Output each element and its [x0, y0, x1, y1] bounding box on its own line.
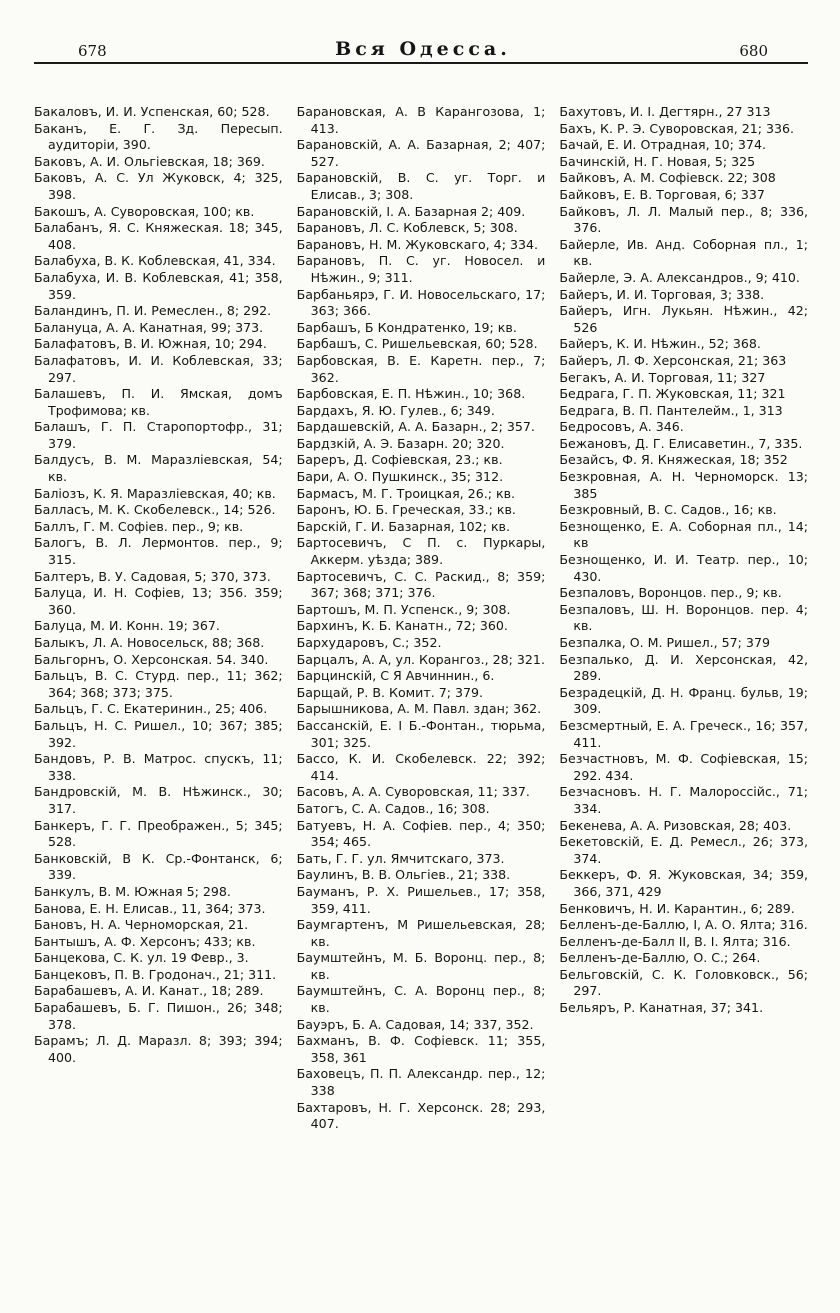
- directory-entry: Безрадецкiй, Д. Н. Франц. бульв, 19; 309.: [559, 684, 809, 717]
- directory-entry: Бардашевскiй, А. А. Базарн., 2; 357.: [296, 419, 535, 435]
- directory-entry: Басовъ, А. А. Суворовская, 11; 337.: [296, 784, 530, 800]
- directory-entry: Балабуха, И. В. Коблевская, 41; 358, 359.: [34, 269, 283, 302]
- directory-entry: Барцалъ, А. А, ул. Корангоз., 28; 321.: [296, 651, 545, 667]
- directory-entry: Бархинъ, К. Б. Канатн., 72; 360.: [296, 618, 508, 634]
- directory-entry: Байковъ, Л. Л. Малый пер., 8; 336, 376.: [559, 203, 809, 236]
- directory-entry: Безкровный, В. С. Садов., 16; кв.: [559, 502, 777, 518]
- directory-entry: Барышникова, А. М. Павл. здан; 362.: [296, 701, 542, 717]
- directory-entry: Батогъ, С. А. Садов., 16; 308.: [296, 800, 490, 816]
- directory-entry: Баулинъ, В. В. Ольгiев., 21; 338.: [296, 867, 511, 883]
- directory-entry: Бардзкiй, А. Э. Базарн. 20; 320.: [296, 435, 505, 451]
- directory-entry: Барбовская, В. Е. Каретн. пер., 7; 362.: [296, 352, 546, 385]
- directory-entry: Байеръ, К. И. Нѣжин., 52; 368.: [559, 336, 761, 352]
- directory-entry: Бальцъ, Н. С. Ришел., 10; 367; 385; 392.: [34, 717, 283, 750]
- directory-entry: Бари, А. О. Пушкинск., 35; 312.: [296, 469, 504, 485]
- directory-entry: Бедросовъ, А. 346.: [559, 419, 684, 435]
- directory-entry: Барцинскiй, С Я Авчиннин., 6.: [296, 668, 495, 684]
- directory-entry: Балыкъ, Л. А. Новосельск, 88; 368.: [34, 635, 265, 650]
- directory-entry: Балуца, И. Н. Софiев, 13; 356. 359; 360.: [34, 585, 283, 617]
- directory-entry: Бареръ, Д. Софiевская, 23.; кв.: [296, 452, 503, 468]
- left-page-number: 678: [78, 42, 107, 60]
- directory-entry: Баландинъ, П. И. Ремеслен., 8; 292.: [34, 303, 272, 319]
- directory-entry: Барабашевъ, А. И. Канат., 18; 289.: [34, 983, 264, 999]
- directory-entry: Бегакъ, А. И. Торговая, 11; 327: [559, 369, 766, 385]
- directory-entry: Бархударовъ, С.; 352.: [296, 635, 442, 650]
- column-3: [559, 104, 808, 1133]
- directory-entry: Бауэръ, Б. А. Садовая, 14; 337, 352.: [296, 1016, 534, 1032]
- directory-entry: Бекенева, А. А. Ризовская, 28; 403.: [559, 817, 792, 833]
- directory-entry: Барановъ, Л. С. Коблевск, 5; 308.: [296, 220, 518, 236]
- directory-entry: Барановскiй, I. А. Базарная 2; 409.: [296, 203, 526, 219]
- directory-entry: Бартошъ, М. П. Успенск., 9; 308.: [296, 601, 511, 617]
- directory-entry: Бельяръ, Р. Канатная, 37; 341.: [559, 1000, 764, 1016]
- directory-entry: Баллъ, Г. М. Софiев. пер., 9; кв.: [34, 518, 244, 534]
- directory-entry: Барабашевъ, Б. Г. Пишон., 26; 348; 378.: [34, 1000, 283, 1032]
- directory-entry: Безкровная, А. Н. Черноморск. 13; 385: [559, 469, 809, 501]
- directory-entry: Баканъ, Е. Г. Зд. Пересып. аудиторiи, 390.: [34, 120, 283, 153]
- directory-entry: Белленъ-де-Баллю, I, А. О. Ялта; 316.: [559, 917, 808, 933]
- running-title: Вся Одесса.: [335, 38, 511, 60]
- directory-entry: Баковъ, А. И. Ольгiевская, 18; 369.: [34, 153, 265, 169]
- directory-entry: Бать, Г. Г. ул. Ямчитскаго, 373.: [296, 850, 505, 866]
- directory-entry: Бармасъ, М. Г. Троицкая, 26.; кв.: [296, 485, 515, 501]
- directory-entry: Балафатовъ, В. И. Южная, 10; 294.: [34, 336, 267, 352]
- directory-entry: Балабанъ, Я. С. Княжеская. 18; 345, 408.: [34, 220, 283, 252]
- directory-entry: Бахъ, К. Р. Э. Суворовская, 21; 336.: [559, 120, 795, 136]
- directory-entry: Барановскiй, В. С. уг. Торг. и Елисав., 3; 308.: [296, 170, 546, 202]
- directory-entry: Бачинскiй, Н. Г. Новая, 5; 325: [559, 153, 756, 169]
- directory-entry: Бельговскiй, С. К. Головковск., 56; 297.: [559, 966, 809, 999]
- directory-entry: Банцекова, С. К. ул. 19 Февр., 3.: [34, 950, 249, 966]
- directory-entry: Бачай, Е. И. Отрадная, 10; 374.: [559, 137, 766, 153]
- directory-entry: Безсмертный, Е. А. Греческ., 16; 357, 411.: [559, 717, 809, 750]
- directory-entry: Бардахъ, Я. Ю. Гулев., 6; 349.: [296, 402, 495, 418]
- directory-entry: Банцековъ, П. В. Гродонач., 21; 311.: [34, 966, 277, 982]
- directory-entry: Балуца, М. И. Конн. 19; 367.: [34, 618, 220, 634]
- directory-entry: Безнощенко, Е. А. Соборная пл., 14; кв: [559, 518, 809, 551]
- directory-entry: Барбаньярэ, Г. И. Новосельскаго, 17; 363; 366.: [296, 286, 546, 319]
- directory-entry: Байеръ, Игн. Лукьян. Нѣжин., 42; 526: [559, 303, 809, 335]
- directory-entry: Байеръ, Л. Ф. Херсонская, 21; 363: [559, 352, 787, 368]
- directory-entry: Барановскiй, А. А. Базарная, 2; 407; 527.: [296, 137, 546, 169]
- column-2: [297, 104, 546, 1133]
- directory-entry: Бантышъ, А. Ф. Херсонъ; 433; кв.: [34, 933, 256, 949]
- directory-entry: Безчастновъ, М. Ф. Софiевская, 15; 292. 434.: [559, 751, 809, 783]
- directory-entry: Батуевъ, Н. А. Софiев. пер., 4; 350; 354; 465.: [296, 817, 546, 850]
- directory-entry: Барановская, А. В Карангозова, 1; 413.: [296, 104, 546, 136]
- directory-entry: Бедрага, В. П. Пантелейм., 1, 313: [559, 402, 783, 418]
- directory-entry: Баумштейнъ, С. А. Воронц пер., 8; кв.: [296, 983, 546, 1016]
- directory-entry: Барбашъ, С. Ришельевская, 60; 528.: [296, 336, 538, 352]
- directory-entry: Безпаловъ, Ш. Н. Воронцов. пер. 4; кв.: [559, 601, 809, 634]
- directory-entry: Бекетовскiй, Е. Д. Ремесл., 26; 373, 374.: [559, 834, 809, 866]
- directory-entry: Безчасновъ. Н. Г. Малороссiйс., 71; 334.: [559, 784, 809, 816]
- directory-entry: Байковъ, Е. В. Торговая, 6; 337: [559, 186, 765, 202]
- directory-entry: Бальцъ, Г. С. Екатеринин., 25; 406.: [34, 701, 268, 717]
- directory-entry: Беккеръ, Ф. Я. Жуковская, 34; 359, 366, 371, 429: [559, 867, 809, 899]
- directory-entry: Балiозъ, К. Я. Маразлiевская, 40; кв.: [34, 485, 276, 501]
- directory-entry: Балдусъ, В. М. Маразлiевская, 54; кв.: [34, 452, 283, 485]
- directory-entry: Банковскiй, В К. Ср.-Фонтанск, 6; 339.: [34, 850, 283, 883]
- directory-entry: Баронъ, Ю. Б. Греческая, 33.; кв.: [296, 502, 516, 518]
- directory-entry: Балашъ, Г. П. Старопортофр., 31; 379.: [34, 419, 283, 451]
- directory-entry: Баховецъ, П. П. Александр. пер., 12; 338: [296, 1066, 546, 1099]
- directory-entry: Балашевъ, П. И. Ямская, домъ Трофимова; кв.: [34, 386, 283, 418]
- directory-entry: Барскiй, Г. И. Базарная, 102; кв.: [296, 518, 510, 534]
- directory-entry: Бежановъ, Д. Г. Елисаветин., 7, 335.: [559, 435, 803, 451]
- directory-entry: Белленъ-де-Баллю, О. С.; 264.: [559, 950, 761, 966]
- directory-entry: Балтеръ, В. У. Садовая, 5; 370, 373.: [34, 568, 271, 584]
- directory-entry: Белленъ-де-Балл II, В. I. Ялта; 316.: [559, 933, 791, 949]
- directory-entry: Безнощенко, И. И. Театр. пер., 10; 430.: [559, 552, 809, 584]
- directory-entry: Банова, Е. Н. Елисав., 11, 364; 373.: [34, 900, 266, 916]
- directory-entry: Бандровскiй, М. В. Нѣжинск., 30; 317.: [34, 784, 283, 816]
- directory-entry: Балануца, А. А. Канатная, 99; 373.: [34, 319, 264, 335]
- directory-entry: Бальцъ, В. С. Стурд. пер., 11; 362; 364; 368; 373; 375.: [34, 668, 283, 700]
- directory-entry: Бакошъ, А. Суворовская, 100; кв.: [34, 203, 255, 219]
- directory-entry: Банкеръ, Г. Г. Преображен., 5; 345; 528.: [34, 817, 283, 850]
- column-1: [34, 104, 283, 1133]
- directory-entry: Барбовская, Е. П. Нѣжин., 10; 368.: [296, 386, 526, 402]
- directory-entry: Бенковичъ, Н. И. Карантин., 6; 289.: [559, 900, 795, 916]
- directory-entry: Бахманъ, В. Ф. Софiевск. 11; 355, 358, 361: [296, 1033, 546, 1065]
- directory-entry: Барановъ, Н. М. Жуковскаго, 4; 334.: [296, 236, 538, 252]
- directory-entry: Безайсъ, Ф. Я. Княжеская, 18; 352: [559, 452, 788, 468]
- directory-entry: Банкулъ, В. М. Южная 5; 298.: [34, 883, 231, 899]
- directory-entry: Байеръ, И. И. Торговая, 3; 338.: [559, 286, 765, 302]
- directory-entry: Байерле, Э. А. Александров., 9; 410.: [559, 269, 800, 285]
- directory-entry: Безпаловъ, Воронцов. пер., 9; кв.: [559, 585, 782, 601]
- directory-entry: Байерле, Ив. Анд. Соборная пл., 1; кв.: [559, 236, 809, 269]
- directory-entry: Байковъ, А. М. Софiевск. 22; 308: [559, 170, 776, 186]
- directory-entry: Баковъ, А. С. Ул Жуковск, 4; 325, 398.: [34, 170, 283, 202]
- directory-entry: Бассанскiй, Е. I Б.-Фонтан., тюрьма, 301; 325.: [296, 717, 546, 750]
- page-header: [34, 26, 808, 64]
- directory-entry: Барановъ, П. С. уг. Новосел. и Нѣжин., 9; 311.: [296, 253, 546, 285]
- directory-entry: Бахутовъ, И. I. Дегтярн., 27 313: [559, 104, 771, 119]
- directory-entry: Барбашъ, Б Кондратенко, 19; кв.: [296, 319, 517, 335]
- directory-entry: Балафатовъ, И. И. Коблевская, 33; 297.: [34, 352, 283, 385]
- directory-entry: Безпалка, О. М. Ришел., 57; 379: [559, 635, 770, 650]
- directory-entry: Бассо, К. И. Скобелевск. 22; 392; 414.: [296, 751, 546, 783]
- directory-entry: Балогъ, В. Л. Лермонтов. пер., 9; 315.: [34, 535, 283, 568]
- directory-entry: Бартосевичъ, С П. с. Пуркары, Аккерм. уѣзда; 389.: [296, 535, 546, 568]
- directory-entry: Баумгартенъ, М Ришельевская, 28; кв.: [296, 917, 546, 949]
- directory-entry: Барамъ; Л. Д. Маразл. 8; 393; 394; 400.: [34, 1033, 283, 1065]
- directory-entry: Балабуха, В. К. Коблевская, 41, 334.: [34, 253, 276, 269]
- directory-entry: Бахтаровъ, Н. Г. Херсонск. 28; 293, 407.: [296, 1099, 546, 1132]
- directory-entry: Баумштейнъ, М. Б. Воронц. пер., 8; кв.: [296, 950, 546, 982]
- directory-entry: Бальгорнъ, О. Херсонская. 54. 340.: [34, 651, 269, 667]
- entry-columns: [34, 104, 808, 1133]
- directory-entry: Барщай, Р. В. Комит. 7; 379.: [296, 684, 484, 700]
- directory-entry: Бауманъ, Р. Х. Ришельев., 17; 358, 359, 411.: [296, 883, 546, 916]
- right-page-number: 680: [739, 42, 768, 60]
- directory-entry: Бакаловъ, И. И. Успенская, 60; 528.: [34, 104, 270, 119]
- directory-entry: Бановъ, Н. А. Черноморская, 21.: [34, 917, 249, 933]
- directory-entry: Бартосевичъ, С. С. Раскид., 8; 359; 367; 368; 371; 376.: [296, 568, 546, 601]
- directory-entry: Безпалько, Д. И. Херсонская, 42, 289.: [559, 651, 809, 684]
- directory-entry: Бедрага, Г. П. Жуковская, 11; 321: [559, 386, 786, 402]
- directory-entry: Бандовъ, Р. В. Матрос. спускъ, 11; 338.: [34, 751, 283, 783]
- directory-entry: Балласъ, М. К. Скобелевск., 14; 526.: [34, 502, 276, 518]
